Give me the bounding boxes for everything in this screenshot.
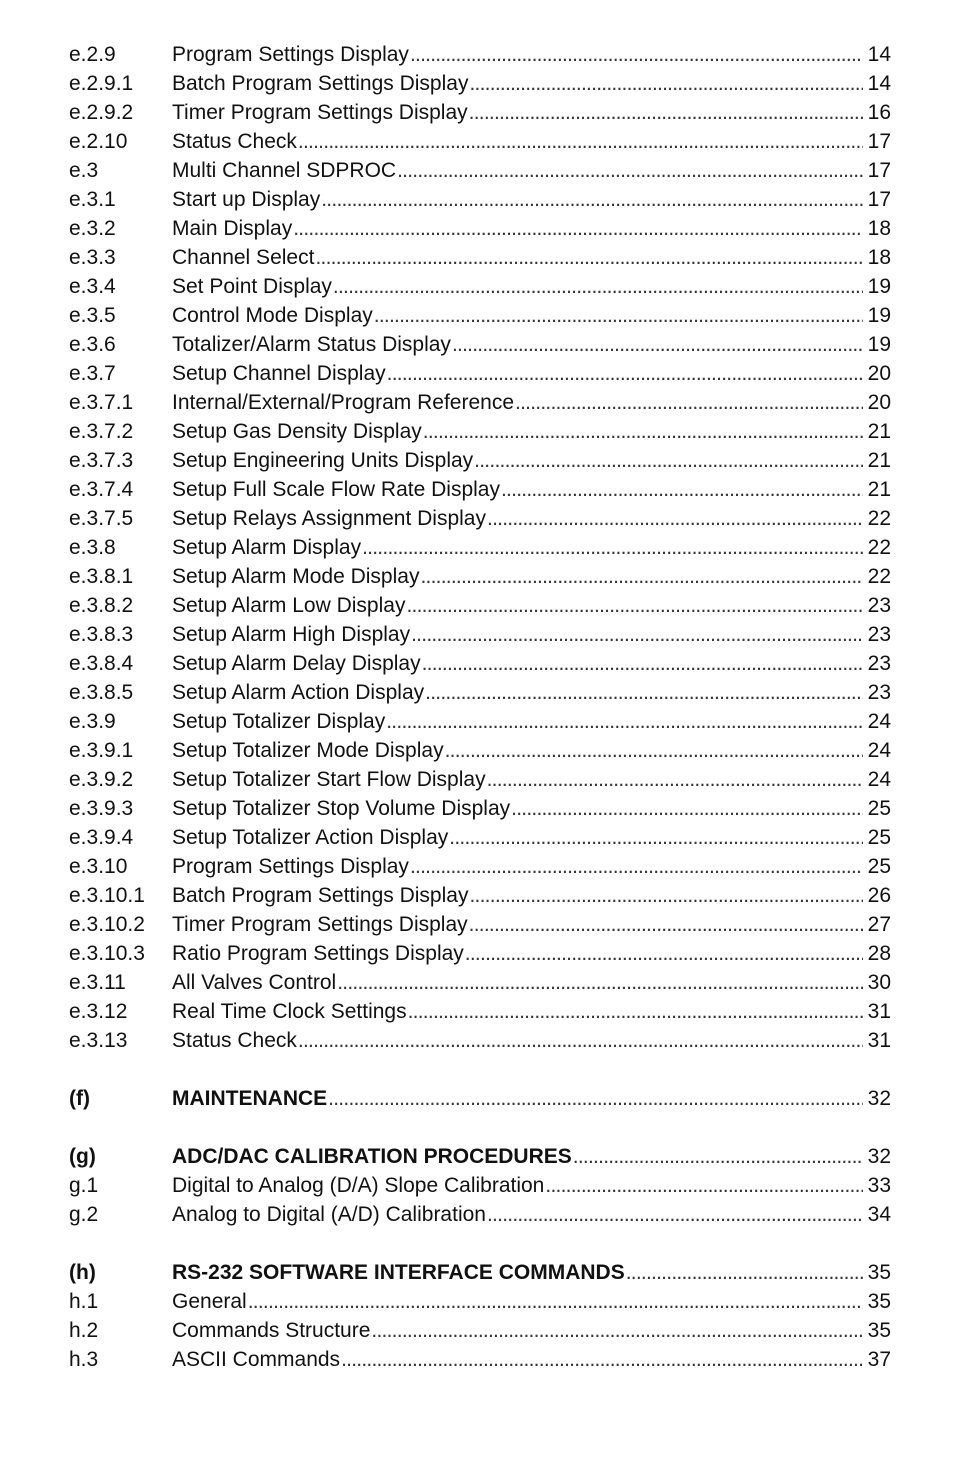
toc-entry-number: e.3.7.5 xyxy=(69,507,134,530)
dot-leader xyxy=(362,533,863,562)
toc-entry-title: Status Check xyxy=(172,130,297,153)
toc-entry-title: Channel Select xyxy=(172,246,315,269)
toc-entry-title: Setup Totalizer Start Flow Display xyxy=(172,768,486,791)
toc-entry-number: e.3.8.3 xyxy=(69,623,134,646)
dot-leader xyxy=(321,185,863,214)
toc-entry-title: Set Point Display xyxy=(172,275,332,298)
toc-entry-title: Setup Alarm High Display xyxy=(172,623,411,646)
toc-entry[interactable] xyxy=(69,562,891,591)
toc-entry-title: MAINTENANCE xyxy=(172,1087,328,1110)
toc-entry-title: Timer Program Settings Display xyxy=(172,101,468,124)
toc-entry-title-group xyxy=(172,69,865,98)
toc-entry-number: e.2.9.2 xyxy=(69,101,134,124)
toc-entry-title: ASCII Commands xyxy=(172,1348,341,1371)
toc-entry-title: Setup Alarm Low Display xyxy=(172,594,406,617)
toc-entry-number: h.3 xyxy=(69,1348,99,1371)
dot-leader xyxy=(449,823,863,852)
dot-leader xyxy=(469,910,863,939)
dot-leader xyxy=(573,1142,863,1171)
toc-entry[interactable] xyxy=(69,1287,891,1316)
dot-leader xyxy=(374,301,863,330)
toc-entry-title-group xyxy=(172,1026,865,1055)
toc-entry-title: Batch Program Settings Display xyxy=(172,884,469,907)
toc-entry-number: e.3.9.3 xyxy=(69,797,134,820)
dot-leader xyxy=(626,1258,863,1287)
toc-entry-page-number: 23 xyxy=(867,652,891,675)
toc-entry[interactable] xyxy=(69,272,891,301)
toc-entry-page-number: 19 xyxy=(867,304,891,327)
toc-entry[interactable] xyxy=(69,852,891,881)
toc-entry-page-number: 23 xyxy=(867,681,891,704)
toc-entry-title-group xyxy=(172,156,865,185)
toc-entry-number: e.3.5 xyxy=(69,304,116,327)
toc-entry-number: e.3.8.4 xyxy=(69,652,134,675)
toc-entry[interactable] xyxy=(69,301,891,330)
toc-entry-number: e.3.10.2 xyxy=(69,913,145,936)
dot-leader xyxy=(328,1084,863,1113)
dot-leader xyxy=(408,997,863,1026)
toc-entry-title: Real Time Clock Settings xyxy=(172,1000,407,1023)
dot-leader xyxy=(410,852,863,881)
toc-entry-number: e.3.8.1 xyxy=(69,565,134,588)
toc-entry-page-number: 35 xyxy=(867,1319,891,1342)
toc-entry-title: Timer Program Settings Display xyxy=(172,913,468,936)
toc-entry-page-number: 21 xyxy=(867,449,891,472)
dot-leader xyxy=(248,1287,863,1316)
toc-entry[interactable] xyxy=(69,40,891,69)
toc-entry-title-group xyxy=(172,388,865,417)
toc-entry[interactable] xyxy=(69,794,891,823)
toc-entry-title-group xyxy=(172,997,865,1026)
toc-entry-number: e.3.7.1 xyxy=(69,391,134,414)
toc-entry[interactable] xyxy=(69,185,891,214)
toc-entry-title-group xyxy=(172,649,865,678)
dot-leader xyxy=(445,736,863,765)
toc-entry-title: All Valves Control xyxy=(172,971,337,994)
toc-section-heading[interactable] xyxy=(69,1084,891,1113)
toc-entry-number: g.2 xyxy=(69,1203,99,1226)
toc-entry[interactable] xyxy=(69,127,891,156)
toc-entry-title-group xyxy=(172,446,865,475)
toc-entry-number: e.2.10 xyxy=(69,130,128,153)
dot-leader xyxy=(511,794,863,823)
toc-entry-title-group xyxy=(172,185,865,214)
toc-entry-page-number: 17 xyxy=(867,130,891,153)
toc-entry-number: g.1 xyxy=(69,1174,99,1197)
toc-entry-number: (h) xyxy=(69,1261,96,1284)
toc-entry[interactable] xyxy=(69,359,891,388)
toc-entry-page-number: 19 xyxy=(867,333,891,356)
toc-entry-title: Program Settings Display xyxy=(172,43,409,66)
toc-entry-number: e.3.11 xyxy=(69,971,126,994)
toc-entry-title-group xyxy=(172,1258,865,1287)
dot-leader xyxy=(501,475,863,504)
toc-entry-title-group xyxy=(172,620,865,649)
toc-entry[interactable] xyxy=(69,1345,891,1374)
dot-leader xyxy=(474,446,863,475)
toc-entry-title-group xyxy=(172,1287,865,1316)
toc-entry[interactable] xyxy=(69,968,891,997)
toc-entry[interactable] xyxy=(69,1026,891,1055)
dot-leader xyxy=(425,678,863,707)
toc-entry-page-number: 34 xyxy=(867,1203,891,1226)
toc-entry-number: e.3.7.2 xyxy=(69,420,134,443)
toc-entry-page-number: 22 xyxy=(867,536,891,559)
dot-leader xyxy=(397,156,863,185)
toc-entry-page-number: 31 xyxy=(867,1029,891,1052)
toc-entry-page-number: 25 xyxy=(867,797,891,820)
toc-entry-number: e.3.9.1 xyxy=(69,739,134,762)
toc-entry-title-group xyxy=(172,272,865,301)
toc-entry-number: e.2.9.1 xyxy=(69,72,134,95)
toc-entry-title: Ratio Program Settings Display xyxy=(172,942,464,965)
dot-leader xyxy=(411,620,863,649)
toc-entry-title: Status Check xyxy=(172,1029,297,1052)
toc-entry[interactable] xyxy=(69,533,891,562)
dot-leader xyxy=(337,968,863,997)
toc-entry-number: e.3.1 xyxy=(69,188,116,211)
toc-entry-title: Main Display xyxy=(172,217,293,240)
toc-entry-title-group xyxy=(172,1316,865,1345)
toc-entry-number: e.3.6 xyxy=(69,333,116,356)
toc-entry-title-group xyxy=(172,1345,865,1374)
toc-entry[interactable] xyxy=(69,446,891,475)
toc-entry[interactable] xyxy=(69,649,891,678)
toc-entry-title-group xyxy=(172,852,865,881)
toc-entry-title: Digital to Analog (D/A) Slope Calibration xyxy=(172,1174,545,1197)
toc-entry-title-group xyxy=(172,881,865,910)
toc-entry-page-number: 22 xyxy=(867,507,891,530)
toc-entry-page-number: 25 xyxy=(867,855,891,878)
toc-entry-page-number: 17 xyxy=(867,188,891,211)
toc-entry-title-group xyxy=(172,591,865,620)
toc-entry[interactable] xyxy=(69,591,891,620)
toc-entry-number: e.3.8 xyxy=(69,536,116,559)
toc-entry[interactable] xyxy=(69,243,891,272)
toc-entry-number: e.3.9.4 xyxy=(69,826,134,849)
dot-leader xyxy=(515,388,863,417)
toc-entry-title-group xyxy=(172,678,865,707)
toc-entry-page-number: 14 xyxy=(867,72,891,95)
toc-entry-title-group xyxy=(172,823,865,852)
dot-leader xyxy=(452,330,863,359)
toc-entry[interactable] xyxy=(69,1171,891,1200)
toc-entry-title: ADC/DAC CALIBRATION PROCEDURES xyxy=(172,1145,572,1168)
toc-entry-number: e.3.8.2 xyxy=(69,594,134,617)
toc-section-heading[interactable] xyxy=(69,1142,891,1171)
dot-leader xyxy=(469,881,863,910)
dot-leader xyxy=(420,562,863,591)
toc-entry-title-group xyxy=(172,910,865,939)
toc-entry-page-number: 26 xyxy=(867,884,891,907)
toc-entry-page-number: 25 xyxy=(867,826,891,849)
toc-entry-page-number: 28 xyxy=(867,942,891,965)
toc-entry-title: Control Mode Display xyxy=(172,304,373,327)
toc-entry-title: Batch Program Settings Display xyxy=(172,72,469,95)
toc-entry[interactable] xyxy=(69,475,891,504)
dot-leader xyxy=(371,1316,863,1345)
toc-entry-page-number: 19 xyxy=(867,275,891,298)
dot-leader xyxy=(422,649,863,678)
toc-entry-page-number: 27 xyxy=(867,913,891,936)
toc-entry[interactable] xyxy=(69,98,891,127)
toc-entry-title-group xyxy=(172,939,865,968)
toc-entry-title-group xyxy=(172,127,865,156)
toc-entry-title-group xyxy=(172,794,865,823)
toc-entry-page-number: 16 xyxy=(867,101,891,124)
toc-entry-page-number: 18 xyxy=(867,246,891,269)
toc-entry-title: Setup Totalizer Mode Display xyxy=(172,739,444,762)
toc-entry-title-group xyxy=(172,330,865,359)
toc-entry-page-number: 21 xyxy=(867,478,891,501)
toc-entry-title-group xyxy=(172,475,865,504)
dot-leader xyxy=(423,417,863,446)
toc-entry-title-group xyxy=(172,1084,865,1113)
dot-leader xyxy=(298,127,863,156)
toc-entry-title-group xyxy=(172,765,865,794)
toc-entry-page-number: 18 xyxy=(867,217,891,240)
toc-entry-title: Start up Display xyxy=(172,188,321,211)
dot-leader xyxy=(487,504,863,533)
dot-leader xyxy=(545,1171,863,1200)
toc-entry-title-group xyxy=(172,968,865,997)
toc-entry-page-number: 20 xyxy=(867,391,891,414)
toc-entry-page-number: 37 xyxy=(867,1348,891,1371)
toc-entry-title-group xyxy=(172,301,865,330)
toc-entry-title-group xyxy=(172,736,865,765)
toc-entry-title-group xyxy=(172,243,865,272)
toc-entry-number: e.3.4 xyxy=(69,275,116,298)
toc-entry-page-number: 35 xyxy=(867,1290,891,1313)
toc-entry-page-number: 24 xyxy=(867,739,891,762)
toc-entry-title-group xyxy=(172,562,865,591)
toc-entry-title: Setup Totalizer Action Display xyxy=(172,826,449,849)
toc-entry[interactable] xyxy=(69,620,891,649)
toc-entry[interactable] xyxy=(69,910,891,939)
dot-leader xyxy=(469,98,863,127)
dot-leader xyxy=(410,40,863,69)
toc-entry-title: Setup Gas Density Display xyxy=(172,420,422,443)
toc-entry-page-number: 35 xyxy=(867,1261,891,1284)
toc-entry-number: e.3.8.5 xyxy=(69,681,134,704)
toc-entry[interactable] xyxy=(69,1316,891,1345)
toc-entry-title: Setup Alarm Action Display xyxy=(172,681,425,704)
dot-leader xyxy=(465,939,863,968)
toc-entry[interactable] xyxy=(69,823,891,852)
toc-entry-page-number: 14 xyxy=(867,43,891,66)
toc-entry-number: e.2.9 xyxy=(69,43,116,66)
toc-entry-page-number: 22 xyxy=(867,565,891,588)
toc-entry-title: Setup Alarm Display xyxy=(172,536,362,559)
toc-entry-title-group xyxy=(172,1142,865,1171)
toc-entry[interactable] xyxy=(69,330,891,359)
dot-leader xyxy=(487,765,863,794)
toc-section-heading[interactable] xyxy=(69,1258,891,1287)
dot-leader xyxy=(487,1200,863,1229)
dot-leader xyxy=(386,707,863,736)
toc-entry-number: (f) xyxy=(69,1087,90,1110)
toc-entry-title-group xyxy=(172,98,865,127)
toc-entry-title-group xyxy=(172,1171,865,1200)
toc-entry-title: Analog to Digital (A/D) Calibration xyxy=(172,1203,486,1226)
toc-entry-page-number: 32 xyxy=(867,1145,891,1168)
toc-entry[interactable] xyxy=(69,997,891,1026)
dot-leader xyxy=(293,214,863,243)
toc-entry-title-group xyxy=(172,533,865,562)
dot-leader xyxy=(387,359,863,388)
toc-entry-page-number: 17 xyxy=(867,159,891,182)
toc-entry-title: Internal/External/Program Reference xyxy=(172,391,514,414)
toc-entry[interactable] xyxy=(69,765,891,794)
toc-entry-title: Totalizer/Alarm Status Display xyxy=(172,333,451,356)
toc-entry[interactable] xyxy=(69,417,891,446)
toc-entry-number: e.3.10.3 xyxy=(69,942,145,965)
toc-entry-number: e.3.13 xyxy=(69,1029,128,1052)
table-of-contents xyxy=(69,40,891,1374)
toc-entry-number: e.3.7 xyxy=(69,362,116,385)
toc-entry[interactable] xyxy=(69,939,891,968)
toc-entry-number: h.2 xyxy=(69,1319,99,1342)
toc-entry-page-number: 23 xyxy=(867,623,891,646)
dot-leader xyxy=(469,69,863,98)
toc-entry-title: Setup Channel Display xyxy=(172,362,386,385)
dot-leader xyxy=(341,1345,863,1374)
toc-entry-title-group xyxy=(172,417,865,446)
toc-entry-title-group xyxy=(172,1200,865,1229)
dot-leader xyxy=(315,243,863,272)
toc-entry-number: e.3.2 xyxy=(69,217,116,240)
toc-entry[interactable] xyxy=(69,736,891,765)
toc-entry-page-number: 21 xyxy=(867,420,891,443)
toc-entry-title: RS-232 SOFTWARE INTERFACE COMMANDS xyxy=(172,1261,625,1284)
toc-entry-title: Setup Alarm Mode Display xyxy=(172,565,420,588)
toc-entry[interactable] xyxy=(69,504,891,533)
toc-entry-number: e.3.12 xyxy=(69,1000,128,1023)
toc-entry[interactable] xyxy=(69,156,891,185)
toc-entry-number: e.3.9 xyxy=(69,710,116,733)
toc-entry-title: Setup Relays Assignment Display xyxy=(172,507,486,530)
toc-entry[interactable] xyxy=(69,678,891,707)
dot-leader xyxy=(406,591,863,620)
toc-entry-title: Program Settings Display xyxy=(172,855,409,878)
toc-entry-number: (g) xyxy=(69,1145,96,1168)
toc-entry-title: Setup Engineering Units Display xyxy=(172,449,474,472)
toc-entry-title-group xyxy=(172,40,865,69)
toc-entry-title: General xyxy=(172,1290,247,1313)
toc-entry-number: e.3.7.4 xyxy=(69,478,134,501)
toc-entry[interactable] xyxy=(69,1200,891,1229)
toc-entry-title-group xyxy=(172,214,865,243)
toc-entry-page-number: 20 xyxy=(867,362,891,385)
toc-entry-number: e.3 xyxy=(69,159,99,182)
toc-entry[interactable] xyxy=(69,214,891,243)
toc-entry-title-group xyxy=(172,359,865,388)
toc-entry-number: e.3.3 xyxy=(69,246,116,269)
toc-entry-page-number: 24 xyxy=(867,768,891,791)
toc-entry[interactable] xyxy=(69,881,891,910)
toc-entry-page-number: 31 xyxy=(867,1000,891,1023)
toc-entry-page-number: 23 xyxy=(867,594,891,617)
toc-entry-page-number: 30 xyxy=(867,971,891,994)
toc-entry[interactable] xyxy=(69,707,891,736)
toc-entry-title: Setup Alarm Delay Display xyxy=(172,652,421,675)
dot-leader xyxy=(333,272,863,301)
toc-entry-number: e.3.9.2 xyxy=(69,768,134,791)
toc-entry-number: e.3.10 xyxy=(69,855,128,878)
toc-entry-title-group xyxy=(172,707,865,736)
toc-entry[interactable] xyxy=(69,69,891,98)
toc-entry-number: e.3.7.3 xyxy=(69,449,134,472)
toc-entry-title: Commands Structure xyxy=(172,1319,371,1342)
dot-leader xyxy=(298,1026,863,1055)
toc-entry[interactable] xyxy=(69,388,891,417)
toc-entry-page-number: 24 xyxy=(867,710,891,733)
toc-entry-title: Setup Full Scale Flow Rate Display xyxy=(172,478,500,501)
toc-entry-page-number: 32 xyxy=(867,1087,891,1110)
toc-entry-page-number: 33 xyxy=(867,1174,891,1197)
toc-entry-title: Setup Totalizer Display xyxy=(172,710,386,733)
toc-entry-title: Setup Totalizer Stop Volume Display xyxy=(172,797,511,820)
toc-entry-title: Multi Channel SDPROC xyxy=(172,159,397,182)
toc-entry-title-group xyxy=(172,504,865,533)
toc-entry-number: e.3.10.1 xyxy=(69,884,145,907)
toc-entry-number: h.1 xyxy=(69,1290,99,1313)
